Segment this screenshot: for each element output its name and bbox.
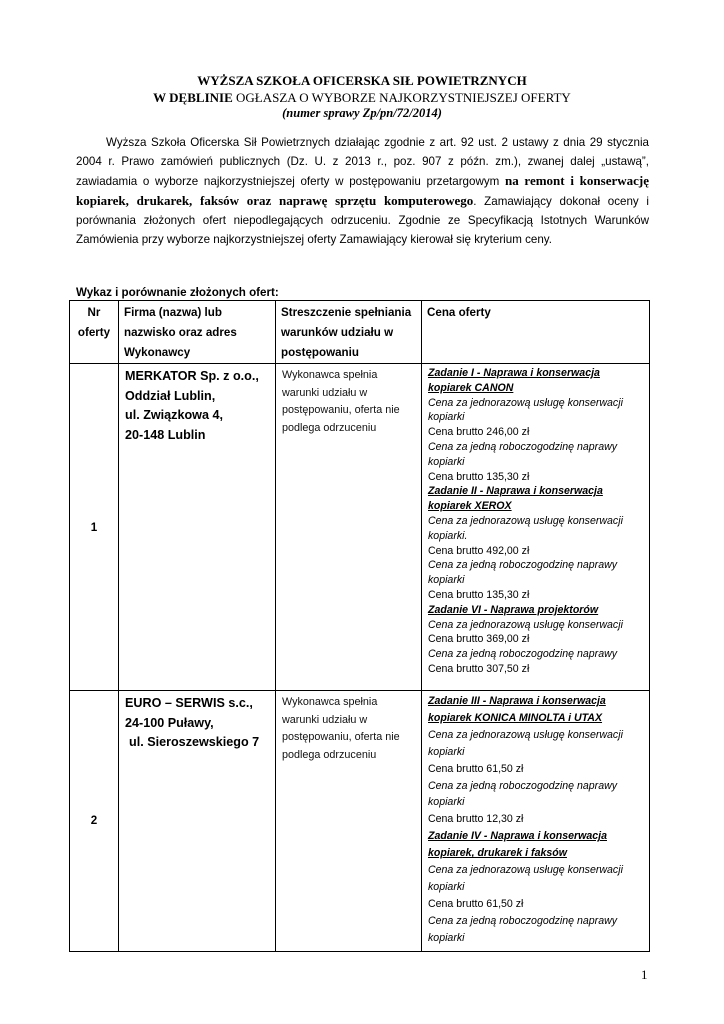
offer-firm	[119, 691, 276, 952]
offer-status: Wykonawca spełnia warunki udziału w postępowaniu, oferta nie podlega odrzuceniu	[276, 364, 422, 691]
offers-table	[69, 300, 650, 952]
offer-firm	[119, 364, 276, 691]
header-summary: Streszczenie spełniania warunków udziału w postępowaniu	[276, 301, 422, 364]
price-value: Cena brutto 135,30 zł	[428, 470, 530, 483]
header-announcement-text: OGŁASZA O WYBORZE NAJKORZYSTNIEJSZEJ OFERTY	[232, 90, 571, 105]
header-firm: Firma (nazwa) lub nazwisko oraz adres Wykonawcy	[119, 301, 276, 364]
intro-text-before: Wyższa Szkoła Oficerska Sił Powietrznych działając zgodnie z art. 92 ust. 2 ustawy z dnia 29 stycznia 2004 r. Prawo zamówień publicznych (Dz. U. z 2013 r., poz. 907 z późn. zm.), zwanej dalej „ustawą”, zawiadamia o wyborze najkorzystniejszej oferty w postępowaniu przetargowym	[76, 136, 649, 188]
intro-text-after: . Zamawiający dokonał oceny i porównania złożonych ofert niepodlegających odrzuceniu. Zgodnie ze Specyfikacją Istotnych Warunków Zamówienia przy wyborze najkorzystniejszej oferty Zamawiający kierował się kryterium ceny.	[76, 195, 649, 246]
header-institution: WYŻSZA SZKOŁA OFICERSKA SIŁ POWIETRZNYCH	[197, 73, 527, 88]
page-number: 1	[641, 967, 648, 982]
price-value: Cena brutto 246,00 zł	[428, 426, 530, 439]
table-row	[70, 364, 650, 691]
task-title: Zadanie I - Naprawa i konserwacja kopiarek CANON	[428, 367, 600, 394]
price-description: Cena za jednorazową usługę konserwacji kopiarki	[428, 396, 623, 424]
price-description: Cena za jednorazową usługę konserwacji	[428, 618, 623, 631]
price-description: Cena za jednorazową usługę konserwacji kopiarki.	[428, 514, 623, 542]
firm-line: EURO – SERWIS s.c.,	[125, 696, 253, 710]
price-description: Cena za jedną roboczogodzinę naprawy kopiarki	[428, 914, 618, 944]
table-header-row	[70, 301, 650, 364]
price-description: Cena za jednorazową usługę konserwacji kopiarki	[428, 728, 623, 758]
offer-status: Wykonawca spełnia warunki udziału w postępowaniu, oferta nie podlega odrzuceniu	[276, 691, 422, 952]
firm-line: 24-100 Puławy,	[125, 715, 214, 730]
firm-line: Oddział Lublin,	[125, 388, 216, 403]
header-case-number: (numer sprawy Zp/pn/72/2014)	[282, 106, 442, 120]
intro-subject: na remont i konserwację kopiarek, drukarek, faksów oraz naprawę sprzętu komputerowego	[76, 173, 649, 208]
offer-number: 1	[70, 364, 119, 691]
task-title: Zadanie III - Naprawa i konserwacja kopiarek KONICA MINOLTA i UTAX	[428, 695, 606, 724]
price-value: Cena brutto 492,00 zł	[428, 544, 530, 557]
offer-price	[422, 691, 650, 952]
price-value: Cena brutto 12,30 zł	[428, 813, 524, 826]
header-announcement	[0, 90, 724, 105]
offers-list-heading: Wykaz i porównanie złożonych ofert:	[76, 286, 279, 299]
task-title: Zadanie II - Naprawa i konserwacja kopiarek XEROX	[428, 485, 603, 513]
price-description: Cena za jedną roboczogodzinę naprawy kopiarki	[428, 779, 618, 809]
price-value: Cena brutto 307,50 zł	[428, 662, 530, 675]
offer-price	[422, 364, 650, 691]
price-description: Cena za jednorazową usługę konserwacji kopiarki	[428, 864, 623, 893]
price-description: Cena za jedną roboczogodzinę naprawy	[428, 648, 618, 661]
price-value: Cena brutto 369,00 zł	[428, 633, 530, 646]
price-value: Cena brutto 61,50 zł	[428, 762, 524, 775]
header-nr: Nr oferty	[70, 301, 119, 364]
price-value: Cena brutto 61,50 zł	[428, 897, 524, 910]
header-price: Cena oferty	[422, 301, 650, 364]
price-value: Cena brutto 135,30 zł	[428, 588, 530, 601]
price-description: Cena za jedną roboczogodzinę naprawy kopiarki	[428, 559, 618, 587]
task-title: Zadanie IV - Naprawa i konserwacja kopiarek, drukarek i faksów	[428, 830, 607, 860]
firm-line: MERKATOR Sp. z o.o.,	[125, 369, 259, 383]
header-location: W DĘBLINIE	[153, 90, 233, 105]
task-title: Zadanie VI - Naprawa projektorów	[428, 603, 599, 616]
price-description: Cena za jedną roboczogodzinę naprawy kopiarki	[428, 440, 618, 468]
firm-line: ul. Sieroszewskiego 7	[129, 735, 260, 749]
firm-line: 20-148 Lublin	[125, 427, 206, 442]
firm-line: ul. Związkowa 4,	[125, 408, 223, 422]
intro-paragraph	[76, 133, 649, 249]
offer-number: 2	[70, 691, 119, 952]
table-row	[70, 691, 650, 952]
